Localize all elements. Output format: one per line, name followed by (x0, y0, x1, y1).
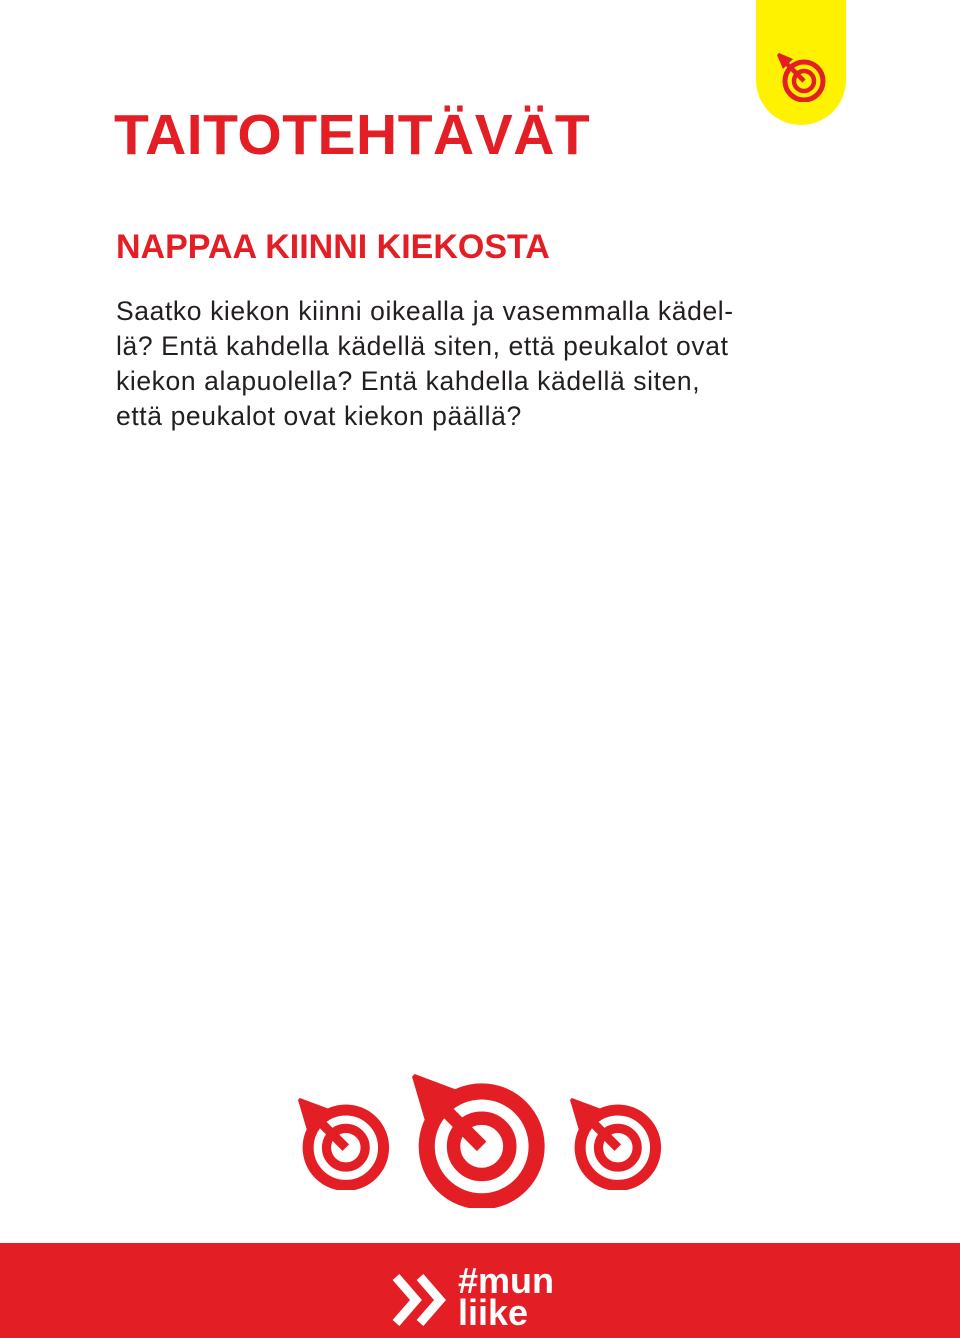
corner-tab (756, 0, 846, 125)
target-arrow-icon (570, 1098, 662, 1190)
double-chevron-icon (390, 1271, 450, 1329)
brand-line-2: liike (458, 1292, 529, 1333)
exercise-description: Saatko kiekon kiinni oikealla ja vasemmalla kädel- lä? Entä kahdella kädellä siten, että peukalot ovat kiekon alapuolella? Entä kahdella kädellä siten, että peukalot ovat kiekon päällä? (116, 296, 734, 431)
page-title: TAITOTEHTÄVÄT (114, 103, 591, 167)
exercise-title: NAPPAA KIINNI KIEKOSTA (116, 228, 550, 266)
brand-logo (458, 1260, 555, 1333)
target-arrow-icon (776, 52, 826, 102)
target-arrow-icon (412, 1074, 546, 1208)
footer-bar (0, 1243, 960, 1338)
brand-line-1: #mun (458, 1260, 555, 1301)
target-arrow-icon (298, 1098, 390, 1190)
target-icon-row (0, 1060, 960, 1210)
